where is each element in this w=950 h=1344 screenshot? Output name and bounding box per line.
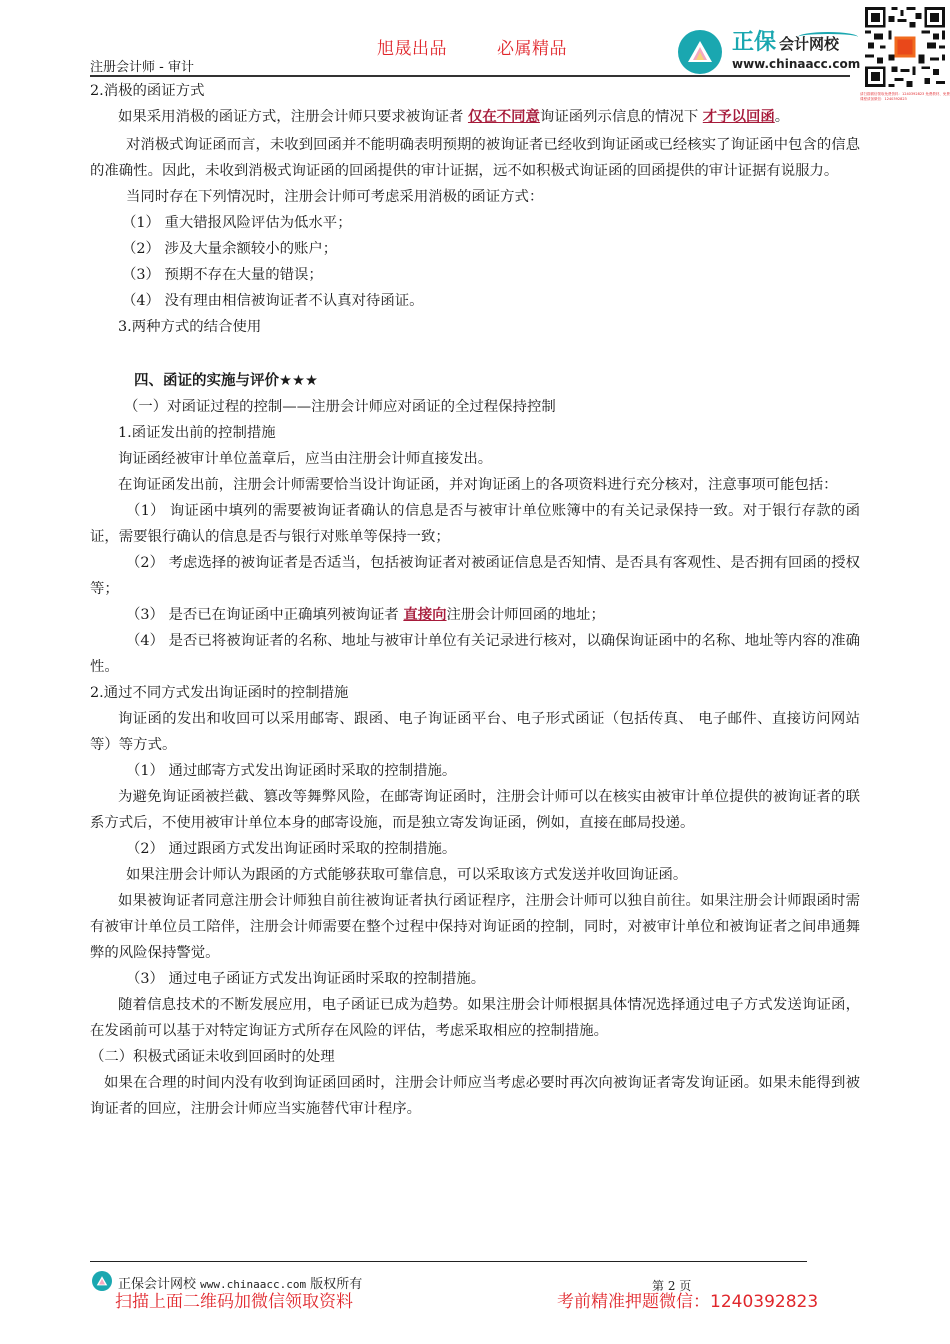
- highlighted-term: 直接向: [403, 606, 447, 623]
- subsection-heading: （一）对函证过程的控制——注册会计师应对函证的全过程保持控制: [124, 399, 556, 415]
- paragraph: 如果在合理的时间内没有收到询证函回函时，注册会计师应当考虑必要时再次向被询证者寄发询证函。如果未能得到被询证者的回应，注册会计师应当实施替代审计程序。: [90, 1075, 860, 1117]
- list-item: （1） 重大错报风险评估为低水平；: [122, 215, 352, 231]
- paragraph: 询证函的发出和收回可以采用邮寄、跟函、电子询证函平台、电子形式函证（包括传真、 电子邮件、直接访问网站等）等方式。: [90, 711, 860, 753]
- qr-caption: 请扫描微信领取免费资料：1240392823 免费教材、免费课程请加微信：1240392823: [860, 92, 950, 101]
- chapter-heading: 四、函证的实施与评价★★★: [134, 373, 318, 389]
- section-heading: 2.消极的函证方式: [90, 83, 205, 99]
- document-body: [90, 78, 860, 1122]
- list-item: （1） 通过邮寄方式发出询证函时采取的控制措施。: [126, 763, 457, 779]
- highlighted-term: 才予以回函: [702, 108, 775, 125]
- text: 询证函列示信息的情况下: [539, 109, 703, 125]
- paragraph: [90, 104, 860, 130]
- paragraph: 如果注册会计师认为跟函的方式能够获取可靠信息，可以采取该方式发送并收回询证函。: [126, 867, 688, 883]
- paragraph: 随着信息技术的不断发展应用，电子函证已成为趋势。如果注册会计师根据具体情况选择通过电子方式发送询证函，在发函前可以基于对特定询证方式所存在风险的评估，考虑采取相应的控制措施。: [90, 997, 860, 1039]
- brand-name: [732, 30, 839, 57]
- footer-rights: 版权所有: [310, 1277, 363, 1292]
- list-item: （4） 没有理由相信被询证者不认真对待函证。: [122, 293, 424, 309]
- section-heading: 2.通过不同方式发出询证函时的控制措施: [90, 685, 349, 701]
- list-item: （3） 通过电子函证方式发出询证函时采取的控制措施。: [126, 971, 486, 987]
- doc-title: 注册会计师 - 审计: [90, 60, 194, 75]
- footer-logo-icon: [92, 1271, 112, 1291]
- paragraph: 对消极式询证函而言，未收到回函并不能明确表明预期的被询证者已经收到询证函或已经核实了询证函中包含的信息的准确性。因此，未收到消极式询证函的回函提供的审计证据，远不如积极式询证函的回函提供的审计证据有说服力。: [90, 137, 860, 179]
- paragraph: 在询证函发出前，注册会计师需要恰当设计询证函，并对询证函上的各项资料进行充分核对，注意事项可能包括：: [118, 477, 838, 493]
- list-item: （1） 询证函中填列的需要被询证者确认的信息是否与被审计单位账簿中的有关记录保持一致。对于银行存款的函证，需要银行确认的信息是否与银行对账单等保持一致；: [90, 503, 860, 545]
- text: （3） 是否已在询证函中正确填列被询证者: [126, 607, 404, 623]
- subsection-heading: （二）积极式函证未收到回函时的处理: [90, 1049, 335, 1065]
- list-item: （4） 是否已将被询证者的名称、地址与被审计单位有关记录进行核对，以确保询证函中的名称、地址等内容的准确性。: [90, 633, 860, 675]
- brand-logo-icon: [678, 30, 722, 74]
- footer-url: www.chinaacc.com: [200, 1278, 307, 1291]
- list-item: （2） 通过跟函方式发出询证函时采取的控制措施。: [126, 841, 457, 857]
- text: 如果采用消极的函证方式，注册会计师只要求被询证者: [118, 109, 468, 125]
- brand-url: www.chinaacc.com: [732, 57, 861, 71]
- slogan-right: 必属精品: [497, 39, 567, 59]
- brand-name-small: 会计网校: [779, 35, 840, 53]
- section-heading: 3.两种方式的结合使用: [118, 319, 262, 335]
- brand-logo: [678, 30, 861, 76]
- paragraph: 询证函经被审计单位盖章后，应当由注册会计师直接发出。: [118, 451, 493, 467]
- footer-divider: [90, 1261, 807, 1262]
- footer-brand: 正保会计网校: [118, 1277, 197, 1292]
- list-item: （2） 涉及大量余额较小的账户；: [122, 241, 338, 257]
- promo-text-right: 考前精准押题微信：1240392823: [557, 1292, 819, 1312]
- text: 注册会计师回函的地址；: [446, 607, 605, 623]
- text: 。: [774, 109, 790, 125]
- brand-name-big: 正保: [732, 30, 777, 55]
- slogan-left: 旭晟出品: [377, 39, 447, 59]
- page-number: 第 2 页: [652, 1279, 692, 1293]
- list-item: （2） 考虑选择的被询证者是否适当，包括被询证者对被函证信息是否知情、是否具有客观性、是否拥有回函的授权等；: [90, 555, 860, 597]
- highlighted-term: 仅在不同意: [467, 108, 540, 125]
- list-item: [90, 602, 860, 628]
- section-heading: 1.函证发出前的控制措施: [118, 425, 276, 441]
- paragraph: 为避免询证函被拦截、篡改等舞弊风险，在邮寄询证函时，注册会计师可以在核实由被审计单位提供的被询证者的联系方式后，不使用被审计单位本身的邮寄设施，而是独立寄发询证函，例如，直接在邮局投递。: [90, 789, 860, 831]
- list-item: （3） 预期不存在大量的错误；: [122, 267, 323, 283]
- qr-code: [862, 4, 948, 90]
- paragraph: 当同时存在下列情况时，注册会计师可考虑采用消极的函证方式：: [126, 189, 544, 205]
- paragraph: 如果被询证者同意注册会计师独自前往被询证者执行函证程序，注册会计师可以独自前往。如果注册会计师跟函时需有被审计单位员工陪伴，注册会计师需要在整个过程中保持对询证函的控制，同时，对被审计单位和被询证者之间串通舞弊的风险保持警觉。: [90, 893, 860, 961]
- promo-text-left: 扫描上面二维码加微信领取资料: [115, 1292, 353, 1312]
